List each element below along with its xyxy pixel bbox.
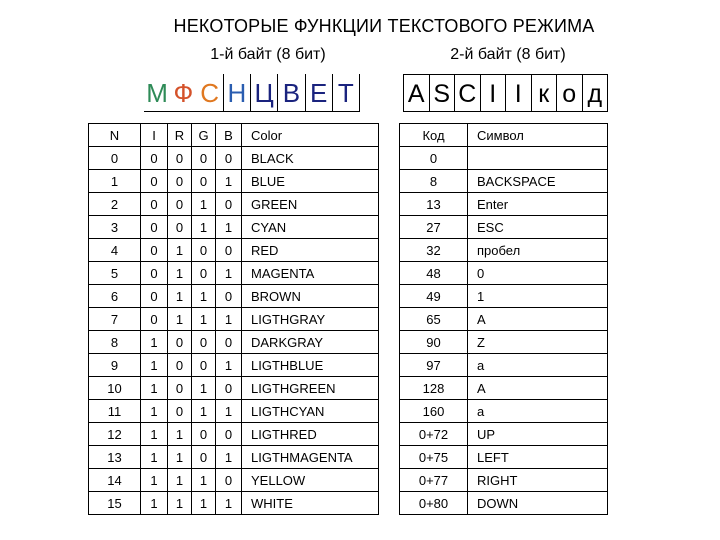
- table-cell: 0: [192, 170, 216, 193]
- table-cell: LIGTHGREEN: [242, 377, 379, 400]
- table-cell: LIGTHRED: [242, 423, 379, 446]
- table-cell: 0: [468, 262, 608, 285]
- table-row: [400, 285, 608, 308]
- table-cell: 0+75: [400, 446, 468, 469]
- table-cell: 1: [192, 193, 216, 216]
- table-cell: BLACK: [242, 147, 379, 170]
- table-cell: RIGHT: [468, 469, 608, 492]
- table-cell: 1: [168, 308, 192, 331]
- ascii-letter: C: [455, 75, 481, 111]
- table-cell: [468, 147, 608, 170]
- table-cell: 1: [168, 285, 192, 308]
- table-cell: 1: [168, 446, 192, 469]
- table-cell: 8: [89, 331, 141, 354]
- table-cell: BLUE: [242, 170, 379, 193]
- table-cell: 1: [141, 469, 168, 492]
- table-cell: 0: [141, 262, 168, 285]
- table-cell: 0: [192, 423, 216, 446]
- table-cell: А: [468, 377, 608, 400]
- table-row: [89, 285, 379, 308]
- table-cell: 13: [400, 193, 468, 216]
- table-cell: 1: [192, 216, 216, 239]
- table-row: [400, 446, 608, 469]
- table-cell: 160: [400, 400, 468, 423]
- table-cell: 9: [89, 354, 141, 377]
- table-cell: 0: [192, 239, 216, 262]
- attribute-letter: Ц: [251, 74, 278, 111]
- table-cell: 1: [192, 285, 216, 308]
- table-cell: a: [468, 354, 608, 377]
- table-cell: 2: [89, 193, 141, 216]
- table-cell: 1: [141, 354, 168, 377]
- table-cell: 0: [216, 469, 242, 492]
- table-cell: 0: [168, 377, 192, 400]
- table-cell: 1: [168, 239, 192, 262]
- ascii-letter: к: [532, 75, 558, 111]
- table-cell: 15: [89, 492, 141, 515]
- table-cell: 0: [216, 377, 242, 400]
- table-cell: ESC: [468, 216, 608, 239]
- table-cell: DOWN: [468, 492, 608, 515]
- table-cell: 1: [216, 492, 242, 515]
- table-cell: WHITE: [242, 492, 379, 515]
- table-cell: GREEN: [242, 193, 379, 216]
- table-cell: 0: [168, 170, 192, 193]
- table-cell: 14: [89, 469, 141, 492]
- table-cell: 27: [400, 216, 468, 239]
- table-cell: 5: [89, 262, 141, 285]
- attribute-letter: С: [197, 74, 224, 111]
- table-cell: 0: [216, 239, 242, 262]
- color-attributes-table: [88, 123, 379, 515]
- table-cell: LIGTHCYAN: [242, 400, 379, 423]
- table-cell: 0: [192, 262, 216, 285]
- table-cell: 0: [216, 285, 242, 308]
- table-cell: 0: [168, 331, 192, 354]
- attribute-letter: Ф: [173, 78, 194, 108]
- table-cell: 0: [216, 423, 242, 446]
- attribute-letter: В: [278, 74, 305, 111]
- table-cell: 1: [168, 469, 192, 492]
- table-cell: 0: [141, 239, 168, 262]
- table-cell: 1: [141, 446, 168, 469]
- table-cell: 0: [216, 331, 242, 354]
- table-cell: 10: [89, 377, 141, 400]
- table-cell: RED: [242, 239, 379, 262]
- table-row: [400, 469, 608, 492]
- column-header: R: [168, 124, 192, 147]
- attribute-letter: Н: [224, 74, 251, 111]
- column-header: Color: [242, 124, 379, 147]
- table-cell: 1: [216, 308, 242, 331]
- table-cell: 1: [216, 400, 242, 423]
- table-cell: 0: [192, 446, 216, 469]
- table-row: [89, 262, 379, 285]
- attribute-letter: М: [146, 78, 168, 108]
- table-cell: 0: [168, 147, 192, 170]
- table-cell: 1: [216, 262, 242, 285]
- table-cell: 1: [216, 446, 242, 469]
- table-row: [400, 377, 608, 400]
- ascii-letter: I: [481, 75, 507, 111]
- table-cell: а: [468, 400, 608, 423]
- table-cell: 1: [168, 492, 192, 515]
- table-row: [89, 423, 379, 446]
- table-row: [89, 377, 379, 400]
- table-cell: 0: [168, 193, 192, 216]
- column-header: G: [192, 124, 216, 147]
- table-cell: 0: [192, 331, 216, 354]
- table-cell: 0: [192, 354, 216, 377]
- table-row: [400, 170, 608, 193]
- table-cell: 90: [400, 331, 468, 354]
- table-cell: Enter: [468, 193, 608, 216]
- table-cell: UP: [468, 423, 608, 446]
- table-row: [400, 216, 608, 239]
- table-row: [89, 216, 379, 239]
- table-row: [400, 147, 608, 170]
- table-cell: 1: [216, 170, 242, 193]
- ascii-letter: S: [430, 75, 456, 111]
- header-row: [89, 124, 379, 147]
- table-cell: LIGTHGRAY: [242, 308, 379, 331]
- table-cell: 1: [141, 423, 168, 446]
- table-cell: 0: [400, 147, 468, 170]
- table-cell: Z: [468, 331, 608, 354]
- table-cell: CYAN: [242, 216, 379, 239]
- table-row: [89, 492, 379, 515]
- table-cell: 7: [89, 308, 141, 331]
- table-cell: 48: [400, 262, 468, 285]
- table-cell: 65: [400, 308, 468, 331]
- table-cell: 12: [89, 423, 141, 446]
- table-cell: 49: [400, 285, 468, 308]
- table-cell: 1: [216, 216, 242, 239]
- table-cell: 1: [141, 377, 168, 400]
- table-row: [89, 308, 379, 331]
- table-row: [89, 469, 379, 492]
- table-row: [89, 170, 379, 193]
- table-cell: 0: [216, 147, 242, 170]
- table-row: [400, 492, 608, 515]
- attribute-letter: Е: [306, 74, 333, 111]
- table-cell: 6: [89, 285, 141, 308]
- table-row: [89, 147, 379, 170]
- table-cell: LEFT: [468, 446, 608, 469]
- table-cell: A: [468, 308, 608, 331]
- table-cell: 1: [168, 262, 192, 285]
- byte2-label: 2-й байт (8 бит): [450, 46, 566, 63]
- table-cell: BROWN: [242, 285, 379, 308]
- table-cell: 0+77: [400, 469, 468, 492]
- table-cell: 0: [141, 193, 168, 216]
- ascii-letter: о: [557, 75, 583, 111]
- table-cell: 8: [400, 170, 468, 193]
- table-row: [89, 354, 379, 377]
- table-cell: 1: [468, 285, 608, 308]
- table-cell: 1: [192, 400, 216, 423]
- column-header: B: [216, 124, 242, 147]
- table-cell: 0: [216, 193, 242, 216]
- ascii-letter: А: [404, 75, 430, 111]
- table-cell: MAGENTA: [242, 262, 379, 285]
- table-cell: 1: [192, 492, 216, 515]
- column-header: Символ: [468, 124, 608, 147]
- table-cell: 0: [192, 147, 216, 170]
- table-row: [400, 423, 608, 446]
- table-cell: 1: [192, 308, 216, 331]
- table-cell: 128: [400, 377, 468, 400]
- table-cell: LIGTHMAGENTA: [242, 446, 379, 469]
- table-cell: 0: [89, 147, 141, 170]
- attribute-letter: Т: [337, 78, 354, 108]
- ascii-letter: д: [587, 80, 603, 108]
- table-cell: 1: [192, 469, 216, 492]
- table-cell: 0: [168, 400, 192, 423]
- table-row: [400, 400, 608, 423]
- table-cell: 13: [89, 446, 141, 469]
- table-cell: BACKSPACE: [468, 170, 608, 193]
- table-row: [89, 331, 379, 354]
- table-row: [89, 400, 379, 423]
- table-cell: 11: [89, 400, 141, 423]
- table-cell: 0+80: [400, 492, 468, 515]
- table-row: [89, 446, 379, 469]
- table-row: [400, 331, 608, 354]
- table-cell: 1: [141, 400, 168, 423]
- table-cell: пробел: [468, 239, 608, 262]
- table-cell: 1: [89, 170, 141, 193]
- ascii-codes-table: [399, 123, 608, 515]
- byte1-label: 1-й байт (8 бит): [210, 46, 326, 63]
- attribute-byte-box: [144, 74, 360, 112]
- table-row: [400, 354, 608, 377]
- table-cell: 32: [400, 239, 468, 262]
- header-row: [400, 124, 608, 147]
- table-cell: DARKGRAY: [242, 331, 379, 354]
- table-cell: 0: [168, 216, 192, 239]
- table-row: [89, 193, 379, 216]
- table-cell: 1: [141, 492, 168, 515]
- table-cell: 1: [168, 423, 192, 446]
- table-cell: 0: [141, 216, 168, 239]
- table-cell: 0: [141, 147, 168, 170]
- table-cell: 1: [216, 354, 242, 377]
- page-title: НЕКОТОРЫЕ ФУНКЦИИ ТЕКСТОВОГО РЕЖИМА: [173, 16, 595, 36]
- table-cell: 0: [141, 285, 168, 308]
- table-cell: 0+72: [400, 423, 468, 446]
- table-row: [400, 308, 608, 331]
- column-header: I: [141, 124, 168, 147]
- table-row: [400, 239, 608, 262]
- table-row: [400, 193, 608, 216]
- table-cell: 1: [141, 331, 168, 354]
- ascii-byte-box: [403, 74, 608, 112]
- table-cell: 0: [141, 170, 168, 193]
- table-cell: 4: [89, 239, 141, 262]
- table-cell: 3: [89, 216, 141, 239]
- column-header: N: [89, 124, 141, 147]
- ascii-letter: I: [506, 75, 532, 111]
- table-cell: YELLOW: [242, 469, 379, 492]
- table-cell: 0: [141, 308, 168, 331]
- table-row: [400, 262, 608, 285]
- table-cell: 0: [168, 354, 192, 377]
- column-header: Код: [400, 124, 468, 147]
- table-cell: LIGTHBLUE: [242, 354, 379, 377]
- table-row: [89, 239, 379, 262]
- table-cell: 97: [400, 354, 468, 377]
- table-cell: 1: [192, 377, 216, 400]
